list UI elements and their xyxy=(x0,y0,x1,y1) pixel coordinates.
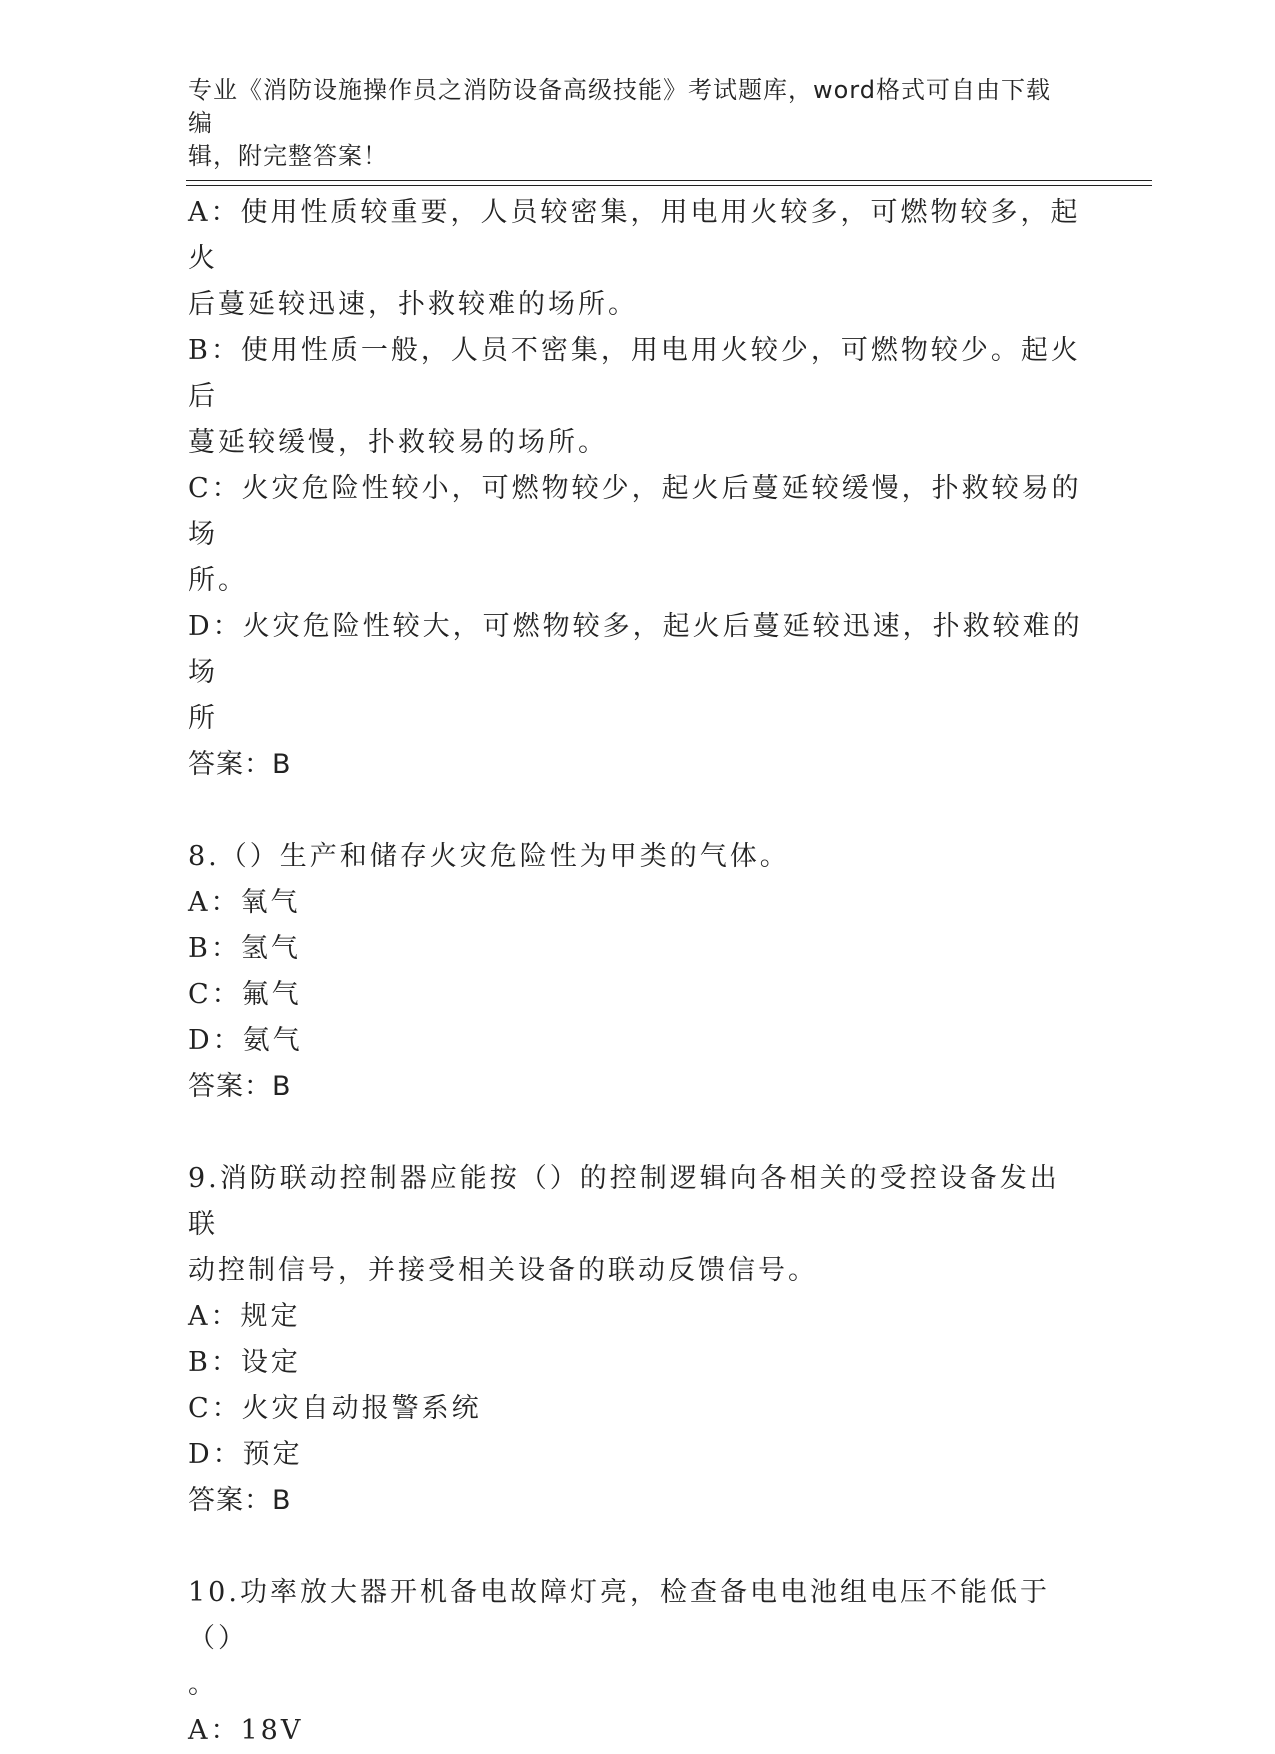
q9-question-line-2: 动控制信号，并接受相关设备的联动反馈信号。 xyxy=(188,1255,818,1286)
q7-option-d-line-2: 所 xyxy=(188,703,218,734)
q7-option-a-line-1: A：使用性质较重要，人员较密集，用电用火较多，可燃物较多，起火 xyxy=(188,197,1081,274)
q8-answer: 答案：B xyxy=(188,1071,292,1102)
document-body xyxy=(188,190,1088,1754)
q10-question-line-1: 10.功率放大器开机备电故障灯亮，检查备电电池组电压不能低于（） xyxy=(188,1577,1050,1654)
q9-option-d: D：预定 xyxy=(188,1439,303,1470)
header-line-2: 辑，附完整答案！ xyxy=(188,142,388,170)
q7-option-b-line-2: 蔓延较缓慢，扑救较易的场所。 xyxy=(188,427,608,458)
q9-question-line-1: 9.消防联动控制器应能按（）的控制逻辑向各相关的受控设备发出联 xyxy=(188,1163,1060,1240)
q10-question-line-2: 。 xyxy=(188,1669,218,1700)
q8-option-b: B：氢气 xyxy=(188,933,301,964)
header-line-1: 专业《消防设施操作员之消防设备高级技能》考试题库，word格式可自由下载编 xyxy=(188,76,1051,137)
q8-option-a: A：氧气 xyxy=(188,887,301,918)
q9-option-a: A：规定 xyxy=(188,1301,301,1332)
question-9-block xyxy=(188,1156,1088,1524)
spacer xyxy=(188,1524,1088,1570)
question-10-block xyxy=(188,1570,1088,1754)
q7-option-d-line-1: D：火灾危险性较大，可燃物较多，起火后蔓延较迅速，扑救较难的场 xyxy=(188,611,1083,688)
q8-option-c: C：氟气 xyxy=(188,979,302,1010)
question-8-block xyxy=(188,834,1088,1110)
q7-option-c-line-1: C：火灾危险性较小，可燃物较少，起火后蔓延较缓慢，扑救较易的场 xyxy=(188,473,1082,550)
q9-option-b: B：设定 xyxy=(188,1347,301,1378)
q7-option-a-line-2: 后蔓延较迅速，扑救较难的场所。 xyxy=(188,289,638,320)
q8-question: 8.（）生产和储存火灾危险性为甲类的气体。 xyxy=(188,841,790,872)
header-divider-top xyxy=(186,180,1152,181)
q7-option-c-line-2: 所。 xyxy=(188,565,248,596)
document-header xyxy=(188,74,1068,173)
q9-option-c: C：火灾自动报警系统 xyxy=(188,1393,482,1424)
q7-option-b-line-1: B：使用性质一般，人员不密集，用电用火较少，可燃物较少。起火后 xyxy=(188,335,1081,412)
spacer xyxy=(188,788,1088,834)
q8-option-d: D：氨气 xyxy=(188,1025,303,1056)
q7-answer: 答案：B xyxy=(188,749,292,780)
header-divider-bottom xyxy=(186,185,1152,186)
q9-answer: 答案：B xyxy=(188,1485,292,1516)
question-7-block xyxy=(188,190,1088,788)
spacer xyxy=(188,1110,1088,1156)
q10-option-a: A：18V xyxy=(188,1715,304,1746)
